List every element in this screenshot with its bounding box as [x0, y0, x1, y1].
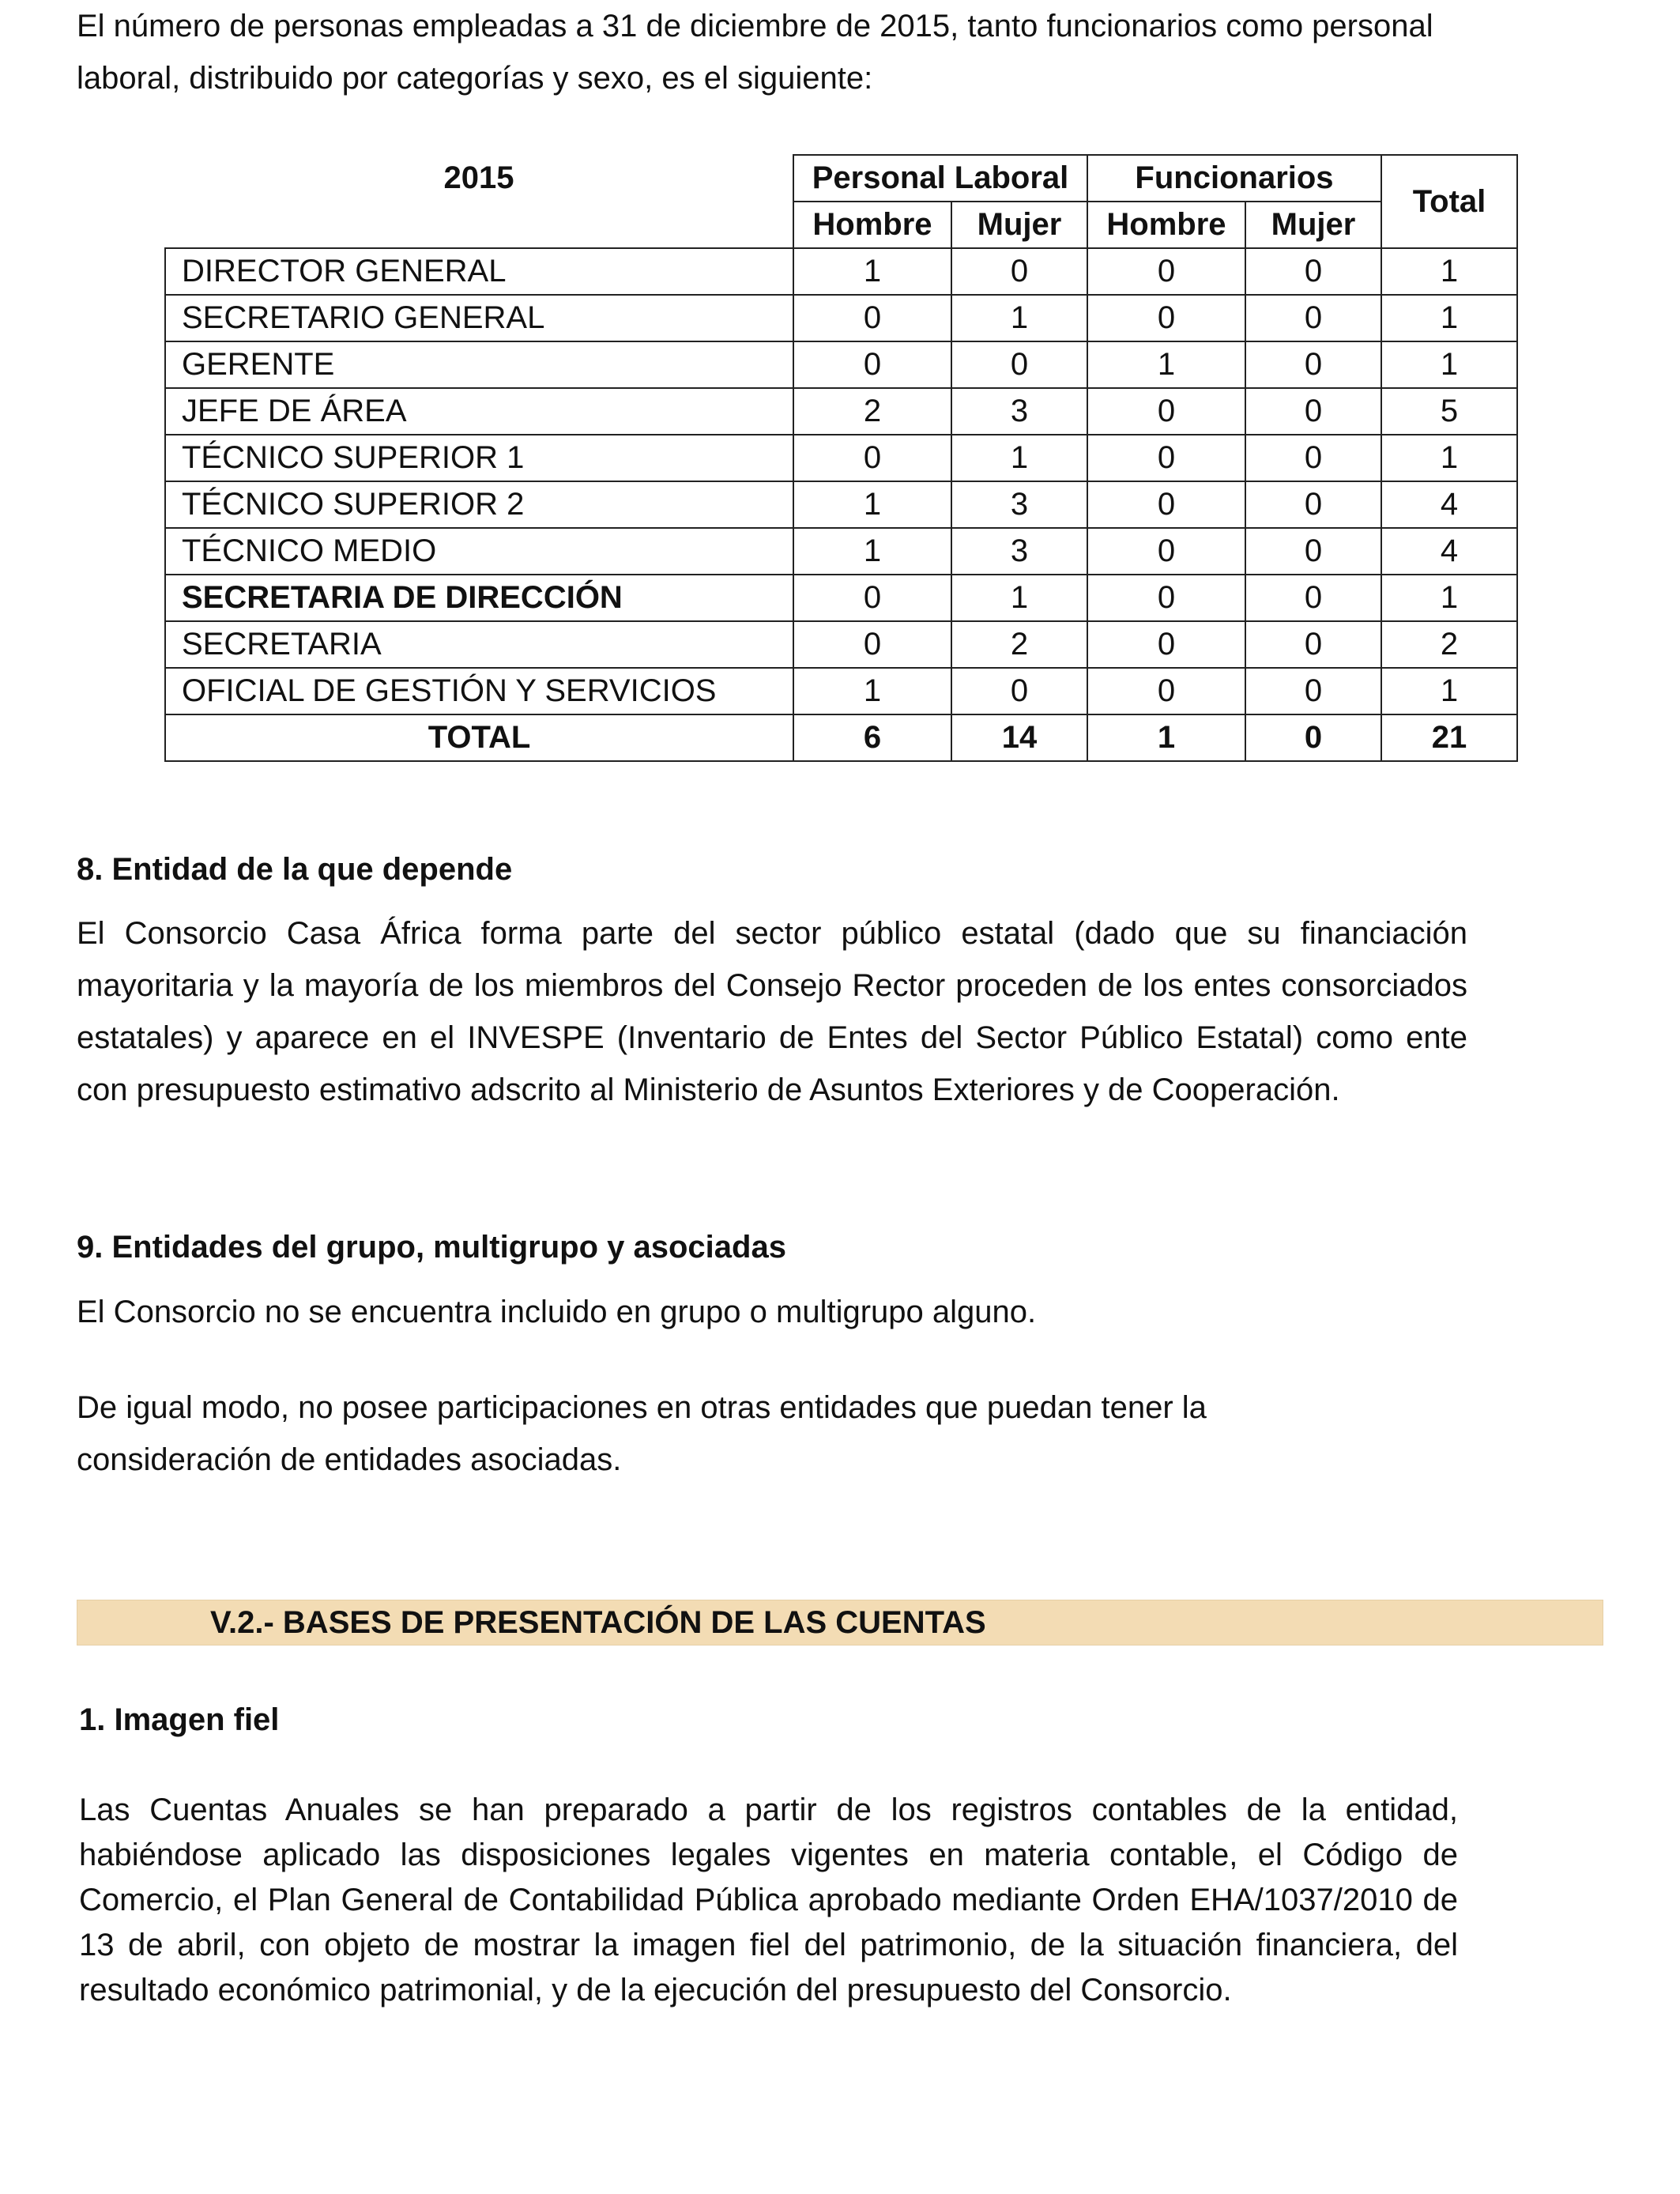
laboral-hombre-cell: 1	[793, 668, 951, 714]
laboral-mujer-cell: 1	[951, 575, 1087, 621]
total-cell: 1	[1381, 295, 1517, 341]
header-funcionarios: Funcionarios	[1087, 155, 1381, 202]
total-cell: 4	[1381, 528, 1517, 575]
table-row	[165, 295, 1517, 341]
funcionarios-hombre-cell: 0	[1087, 621, 1245, 668]
laboral-mujer-cell: 3	[951, 528, 1087, 575]
laboral-mujer-cell: 1	[951, 435, 1087, 481]
category-cell: DIRECTOR GENERAL	[165, 248, 793, 295]
laboral-hombre-cell: 0	[793, 295, 951, 341]
funcionarios-hombre-cell: 0	[1087, 575, 1245, 621]
section-v2-title: V.2.- BASES DE PRESENTACIÓN DE LAS CUENTAS	[210, 1605, 986, 1640]
section-8-heading: 8. Entidad de la que depende	[77, 852, 513, 887]
laboral-hombre-cell: 1	[793, 528, 951, 575]
table-total-row	[165, 714, 1517, 761]
total-funcionarios-mujer: 0	[1245, 714, 1381, 761]
total-cell: 4	[1381, 481, 1517, 528]
funcionarios-hombre-cell: 0	[1087, 248, 1245, 295]
total-laboral-mujer: 14	[951, 714, 1087, 761]
category-cell: GERENTE	[165, 341, 793, 388]
funcionarios-mujer-cell: 0	[1245, 668, 1381, 714]
section-8-body: El Consorcio Casa África forma parte del sector público estatal (dado que su financiación mayoritaria y la mayoría de los miembros del Consejo Rector proceden de los entes consorciados estatales) y aparece en el INVESPE (Inventario de Entes del Sector Público Estatal) como ente con presupuesto estimativo adscrito al Ministerio de Asuntos Exteriores y de Cooperación.	[77, 916, 1467, 1107]
category-cell: JEFE DE ÁREA	[165, 388, 793, 435]
section-v2-bar	[77, 1600, 1603, 1646]
header-total: Total	[1381, 155, 1517, 248]
funcionarios-hombre-cell: 0	[1087, 528, 1245, 575]
section-9-heading: 9. Entidades del grupo, multigrupo y asociadas	[77, 1230, 786, 1265]
category-cell: OFICIAL DE GESTIÓN Y SERVICIOS	[165, 668, 793, 714]
laboral-hombre-cell: 1	[793, 248, 951, 295]
funcionarios-hombre-cell: 1	[1087, 341, 1245, 388]
section-9-body-2: De igual modo, no posee participaciones en otras entidades que puedan tener la consideración de entidades asociadas.	[77, 1390, 1207, 1477]
category-cell: TÉCNICO MEDIO	[165, 528, 793, 575]
category-cell: SECRETARIA DE DIRECCIÓN	[165, 575, 793, 621]
total-cell: 1	[1381, 248, 1517, 295]
funcionarios-hombre-cell: 0	[1087, 668, 1245, 714]
section-1-heading: 1. Imagen fiel	[79, 1702, 280, 1737]
total-cell: 1	[1381, 435, 1517, 481]
laboral-hombre-cell: 1	[793, 481, 951, 528]
header-personal-laboral: Personal Laboral	[793, 155, 1087, 202]
laboral-mujer-cell: 2	[951, 621, 1087, 668]
table-row	[165, 248, 1517, 295]
section-9-body-1: El Consorcio no se encuentra incluido en grupo o multigrupo alguno.	[77, 1295, 1037, 1329]
total-cell: 1	[1381, 341, 1517, 388]
table-body	[165, 248, 1517, 714]
laboral-mujer-cell: 0	[951, 248, 1087, 295]
category-cell: SECRETARIO GENERAL	[165, 295, 793, 341]
intro-paragraph: El número de personas empleadas a 31 de diciembre de 2015, tanto funcionarios como personal laboral, distribuido por categorías y sexo, es el siguiente:	[77, 9, 1433, 96]
section-1-body: Las Cuentas Anuales se han preparado a partir de los registros contables de la entidad, habiéndose aplicado las disposiciones legales vigentes en materia contable, el Código de Comercio, el Plan General de Contabilidad Pública aprobado mediante Orden EHA/1037/2010 de 13 de abril, con objeto de mostrar la imagen fiel del patrimonio, de la situación financiera, del resultado económico patrimonial, y de la ejecución del presupuesto del Consorcio.	[79, 1793, 1458, 2007]
funcionarios-mujer-cell: 0	[1245, 388, 1381, 435]
funcionarios-hombre-cell: 0	[1087, 388, 1245, 435]
funcionarios-mujer-cell: 0	[1245, 575, 1381, 621]
total-funcionarios-hombre: 1	[1087, 714, 1245, 761]
funcionarios-hombre-cell: 0	[1087, 435, 1245, 481]
total-total: 21	[1381, 714, 1517, 761]
table-row	[165, 621, 1517, 668]
funcionarios-hombre-cell: 0	[1087, 481, 1245, 528]
table-row	[165, 668, 1517, 714]
funcionarios-mujer-cell: 0	[1245, 481, 1381, 528]
header-laboral-hombre: Hombre	[793, 202, 951, 248]
table-row	[165, 481, 1517, 528]
funcionarios-mujer-cell: 0	[1245, 248, 1381, 295]
category-cell: TÉCNICO SUPERIOR 2	[165, 481, 793, 528]
funcionarios-mujer-cell: 0	[1245, 528, 1381, 575]
funcionarios-hombre-cell: 0	[1087, 295, 1245, 341]
table-row	[165, 528, 1517, 575]
total-cell: 1	[1381, 668, 1517, 714]
table-blank-header	[165, 202, 793, 248]
total-label: TOTAL	[165, 714, 793, 761]
funcionarios-mujer-cell: 0	[1245, 621, 1381, 668]
table-year-header: 2015	[443, 160, 514, 195]
laboral-mujer-cell: 1	[951, 295, 1087, 341]
table-row	[165, 388, 1517, 435]
header-funcionarios-hombre: Hombre	[1087, 202, 1245, 248]
funcionarios-mujer-cell: 0	[1245, 341, 1381, 388]
table-row	[165, 575, 1517, 621]
laboral-mujer-cell: 3	[951, 388, 1087, 435]
laboral-mujer-cell: 0	[951, 668, 1087, 714]
staff-table	[164, 154, 1518, 762]
laboral-hombre-cell: 0	[793, 621, 951, 668]
total-cell: 2	[1381, 621, 1517, 668]
total-cell: 1	[1381, 575, 1517, 621]
total-cell: 5	[1381, 388, 1517, 435]
table-row	[165, 435, 1517, 481]
header-funcionarios-mujer: Mujer	[1245, 202, 1381, 248]
laboral-mujer-cell: 3	[951, 481, 1087, 528]
laboral-hombre-cell: 0	[793, 341, 951, 388]
total-laboral-hombre: 6	[793, 714, 951, 761]
laboral-mujer-cell: 0	[951, 341, 1087, 388]
header-laboral-mujer: Mujer	[951, 202, 1087, 248]
category-cell: SECRETARIA	[165, 621, 793, 668]
funcionarios-mujer-cell: 0	[1245, 435, 1381, 481]
laboral-hombre-cell: 0	[793, 435, 951, 481]
table-row	[165, 341, 1517, 388]
funcionarios-mujer-cell: 0	[1245, 295, 1381, 341]
category-cell: TÉCNICO SUPERIOR 1	[165, 435, 793, 481]
laboral-hombre-cell: 2	[793, 388, 951, 435]
laboral-hombre-cell: 0	[793, 575, 951, 621]
